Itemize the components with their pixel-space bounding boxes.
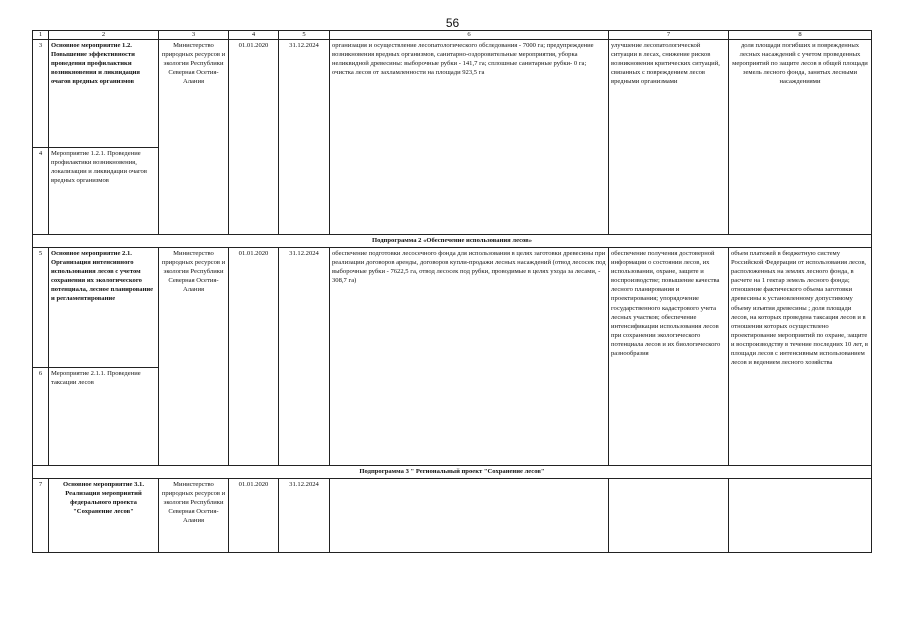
subprogram-title: Подпрограмма 2 «Обеспечение использования лесов»: [33, 235, 872, 248]
executor: Министерство природных ресурсов и экологии Республики Северная Осетия-Алания: [159, 248, 229, 466]
row-number: 5: [33, 248, 49, 368]
activity-content: организация и осуществление лесопатологического обследования - 7000 га; предупреждение возникновения вредных организмов, санитарно-оздоровительные мероприятия, уборка неликвидной древесины: выборочные рубки - 141,7 га; сплошные санитарные рубки- 0 га; очистка лесов от захламленности на площади 923,5 га: [330, 40, 609, 235]
end-date: 31.12.2024: [279, 479, 330, 553]
column-number: 5: [279, 31, 330, 40]
program-table: [32, 30, 872, 553]
expected-result: улучшение лесопатологической ситуации в лесах, снижение рисков возникновения критических ситуаций, связанных с повреждением лесов вредными организмами: [609, 40, 729, 235]
table-row: [33, 40, 872, 148]
expected-result: [609, 479, 729, 553]
column-number: 6: [330, 31, 609, 40]
activity-name: Основное мероприятие 2.1. Организация интенсивного использования лесов с учетом сохранения их экологического потенциала, лесное планирование и регламентирование: [49, 248, 159, 368]
page-number: 56: [445, 16, 460, 30]
column-number: 3: [159, 31, 229, 40]
column-number: 8: [729, 31, 872, 40]
table-row: [33, 479, 872, 553]
indicator: [729, 479, 872, 553]
row-number: 7: [33, 479, 49, 553]
column-number-row: [33, 31, 872, 40]
start-date: 01.01.2020: [229, 40, 279, 235]
row-number: 6: [33, 368, 49, 466]
activity-content: обеспечение подготовки лесосечного фонда для использования в целях заготовки древесины при реализации договоров аренды, договоров купли-продажи лесных насаждений (отвод лесосек под выборочные рубки - 7622,5 га, отвод лесосек под рубки, проводимые в целях ухода за лесами, - 308,7 га): [330, 248, 609, 466]
column-number: 2: [49, 31, 159, 40]
start-date: 01.01.2020: [229, 248, 279, 466]
activity-content: [330, 479, 609, 553]
column-number: 1: [33, 31, 49, 40]
activity-name: Мероприятие 2.1.1. Проведение таксации лесов: [49, 368, 159, 466]
activity-name: Основное мероприятие 3.1. Реализация мероприятий федерального проекта "Сохранение лесов": [49, 479, 159, 553]
executor: Министерство природных ресурсов и экологии Республики Северная Осетия-Алания: [159, 479, 229, 553]
activity-name: Мероприятие 1.2.1. Проведение профилактики возникновения, локализации и ликвидации очагов вредных организмов: [49, 148, 159, 235]
start-date: 01.01.2020: [229, 479, 279, 553]
subprogram-row: [33, 466, 872, 479]
executor: Министерство природных ресурсов и экологии Республики Северная Осетия-Алания: [159, 40, 229, 235]
row-number: 4: [33, 148, 49, 235]
end-date: 31.12.2024: [279, 40, 330, 235]
column-number: 4: [229, 31, 279, 40]
column-number: 7: [609, 31, 729, 40]
row-number: 3: [33, 40, 49, 148]
indicator: объем платежей в бюджетную систему Российской Федерации от использования лесов, расположенных на землях лесного фонда, в расчете на 1 гектар земель лесного фонда; отношение фактического объема заготовки древесины к установленному допустимому объему изъятия древесины ; доля площади лесов, на которых проведена таксация лесов и в отношении которых осуществлено проектирование мероприятий по охране, защите и воспроизводству в течение последних 10 лет, в площади лесов с интенсивным использованием лесов и ведением лесного хозяйства: [729, 248, 872, 466]
indicator: доля площади погибших и поврежденных лесных насаждений с учетом проведенных мероприятий по защите лесов в общей площади земель лесного фонда, занятых лесными насаждениями: [729, 40, 872, 235]
expected-result: обеспечение получения достоверной информации о состоянии лесов, их использовании, охране, защите и воспроизводстве; повышение качества лесного планирования и проектирования; упорядочение государственного кадастрового учета лесных участков; обеспечение интенсификации использования лесов при сохранении экологического потенциала лесов и их биологического разнообразия: [609, 248, 729, 466]
table-row: [33, 248, 872, 368]
subprogram-row: [33, 235, 872, 248]
activity-name: Основное мероприятие 1.2. Повышение эффективности проведения профилактики возникновения и ликвидация очагов вредных организмов: [49, 40, 159, 148]
end-date: 31.12.2024: [279, 248, 330, 466]
subprogram-title: Подпрограмма 3 " Региональный проект "Сохранение лесов": [33, 466, 872, 479]
